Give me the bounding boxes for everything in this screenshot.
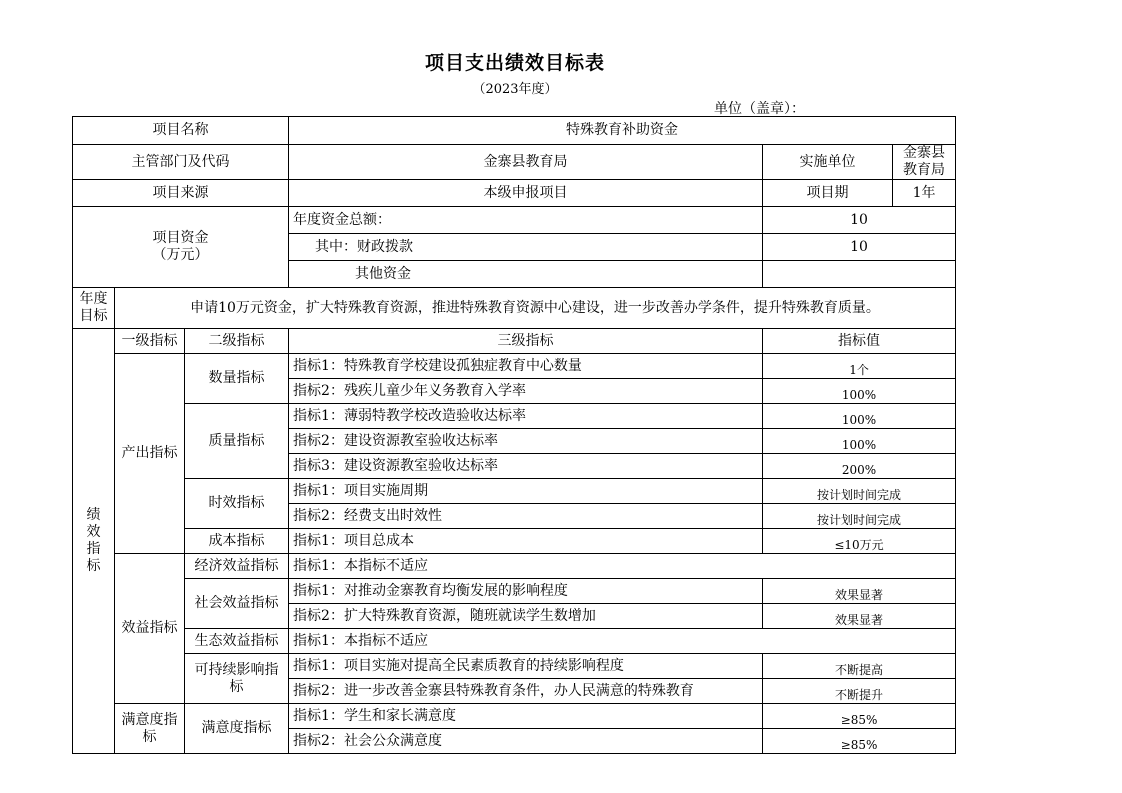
indicator-name: 指标1：学生和家长满意度 bbox=[289, 704, 763, 729]
indicator-value bbox=[763, 504, 956, 529]
sustainable-label-line2: 标 bbox=[229, 678, 244, 695]
output-label: 产出指标 bbox=[115, 354, 185, 554]
table-row bbox=[73, 288, 956, 329]
goal-text: 申请10万元资金，扩大特殊教育资源，推进特殊教育资源中心建设，进一步改善办学条件，提升特殊教育质量。 bbox=[115, 288, 956, 329]
benefit-label: 效益指标 bbox=[115, 554, 185, 704]
perf-label bbox=[73, 329, 115, 754]
indicator-name: 指标1：特殊教育学校建设孤独症教育中心数量 bbox=[289, 354, 763, 379]
indicator-name: 指标2：扩大特殊教育资源，随班就读学生数增加 bbox=[289, 604, 763, 629]
quality-label: 质量指标 bbox=[185, 404, 289, 479]
perf-label-char: 绩 bbox=[86, 507, 101, 523]
perf-label-char: 效 bbox=[86, 524, 101, 540]
dept-value: 金寨县教育局 bbox=[289, 145, 763, 180]
indicator-name: 指标2：进一步改善金寨县特殊教育条件，办人民满意的特殊教育 bbox=[289, 679, 763, 704]
funds-fiscal-label: 其中：财政拨款 bbox=[289, 234, 763, 261]
unit-label: 单位（盖章）： bbox=[714, 101, 805, 117]
header-value: 指标值 bbox=[763, 329, 956, 354]
table-row bbox=[73, 579, 956, 604]
indicator-value-text: ≥85% bbox=[840, 737, 878, 752]
timeliness-label: 时效指标 bbox=[185, 479, 289, 529]
funds-label bbox=[73, 207, 289, 288]
indicator-name: 指标2：建设资源教室验收达标率 bbox=[289, 429, 763, 454]
indicator-value bbox=[763, 604, 956, 629]
table-row bbox=[73, 180, 956, 207]
quantity-label: 数量指标 bbox=[185, 354, 289, 404]
table-row bbox=[73, 704, 956, 729]
table-row bbox=[73, 554, 956, 579]
header-level3: 三级指标 bbox=[289, 329, 763, 354]
funds-label-line1: 项目资金 bbox=[152, 230, 209, 246]
indicator-name: 指标2：社会公众满意度 bbox=[289, 729, 763, 754]
ecological-label: 生态效益指标 bbox=[185, 629, 289, 654]
table-row bbox=[73, 529, 956, 554]
indicator-name: 指标1：项目实施对提高全民素质教育的持续影响程度 bbox=[289, 654, 763, 679]
indicator-value-text: 1个 bbox=[849, 362, 869, 377]
indicator-value-text: 不断提升 bbox=[835, 687, 884, 702]
indicator-name: 指标3：建设资源教室验收达标率 bbox=[289, 454, 763, 479]
project-name-value: 特殊教育补助资金 bbox=[289, 117, 956, 145]
table-row bbox=[73, 329, 956, 354]
table-row bbox=[73, 207, 956, 234]
sustainable-label bbox=[185, 654, 289, 704]
perf-label-char: 指 bbox=[86, 541, 101, 557]
funds-label-line2: （万元） bbox=[152, 247, 209, 263]
funds-total-label: 年度资金总额： bbox=[289, 207, 763, 234]
satisfaction-label-line2: 标 bbox=[142, 728, 157, 745]
project-name-label: 项目名称 bbox=[73, 117, 289, 145]
page-title: 项目支出绩效目标表 bbox=[424, 52, 605, 74]
table-row bbox=[73, 145, 956, 180]
perf-label-char: 标 bbox=[86, 558, 101, 574]
indicator-name: 指标1：对推动金寨教育均衡发展的影响程度 bbox=[289, 579, 763, 604]
indicator-name: 指标1：项目实施周期 bbox=[289, 479, 763, 504]
period-value: 1年 bbox=[893, 180, 956, 207]
indicator-value-text: 按计划时间完成 bbox=[817, 512, 902, 527]
indicator-name: 指标2：经费支出时效性 bbox=[289, 504, 763, 529]
indicator-value bbox=[763, 454, 956, 479]
source-label: 项目来源 bbox=[73, 180, 289, 207]
satisfaction-label bbox=[115, 704, 185, 754]
performance-target-table bbox=[72, 116, 956, 754]
indicator-value-text: 100% bbox=[841, 387, 877, 402]
indicator-value-text: 100% bbox=[841, 437, 877, 452]
indicator-value bbox=[763, 729, 956, 754]
satisfaction-label-line1: 满意度指 bbox=[121, 711, 178, 728]
header-level1: 一级指标 bbox=[115, 329, 185, 354]
indicator-value-text: ≥85% bbox=[840, 712, 878, 727]
indicator-value bbox=[763, 429, 956, 454]
indicator-value-text: 效果显著 bbox=[835, 612, 884, 627]
indicator-value-text: 200% bbox=[841, 462, 877, 477]
impl-unit-label: 实施单位 bbox=[763, 145, 893, 180]
social-label: 社会效益指标 bbox=[185, 579, 289, 629]
indicator-value bbox=[763, 529, 956, 554]
table-row bbox=[73, 654, 956, 679]
table-row bbox=[73, 629, 956, 654]
indicator-value-text: 效果显著 bbox=[835, 587, 884, 602]
indicator-value-text: 按计划时间完成 bbox=[817, 487, 902, 502]
indicator-value bbox=[763, 679, 956, 704]
funds-total-value: 10 bbox=[763, 207, 956, 234]
funds-fiscal-value: 10 bbox=[763, 234, 956, 261]
indicator-value bbox=[763, 654, 956, 679]
goal-label-line1: 年度 bbox=[79, 291, 108, 307]
table-row bbox=[73, 404, 956, 429]
indicator-name: 指标2：残疾儿童少年义务教育入学率 bbox=[289, 379, 763, 404]
indicator-name: 指标1：项目总成本 bbox=[289, 529, 763, 554]
economic-label: 经济效益指标 bbox=[185, 554, 289, 579]
indicator-name: 指标1：本指标不适应 bbox=[289, 554, 956, 579]
indicator-value bbox=[763, 704, 956, 729]
indicator-value bbox=[763, 354, 956, 379]
header-level2: 二级指标 bbox=[185, 329, 289, 354]
indicator-value bbox=[763, 579, 956, 604]
indicator-name: 指标1：薄弱特教学校改造验收达标率 bbox=[289, 404, 763, 429]
table-row bbox=[73, 117, 956, 145]
indicator-value-text: 不断提高 bbox=[835, 662, 884, 677]
funds-other-label: 其他资金 bbox=[289, 261, 763, 288]
indicator-value bbox=[763, 379, 956, 404]
sustainable-label-line1: 可持续影响指 bbox=[194, 661, 279, 678]
cost-label: 成本指标 bbox=[185, 529, 289, 554]
period-label: 项目期 bbox=[763, 180, 893, 207]
goal-label-line2: 目标 bbox=[79, 308, 108, 324]
goal-label bbox=[73, 288, 115, 329]
indicator-name: 指标1：本指标不适应 bbox=[289, 629, 956, 654]
funds-other-value bbox=[763, 261, 956, 288]
indicator-value-text: 100% bbox=[841, 412, 877, 427]
indicator-value bbox=[763, 404, 956, 429]
fiscal-year: （2023年度） bbox=[472, 82, 558, 97]
indicator-value bbox=[763, 479, 956, 504]
indicator-value-text: ≤10万元 bbox=[834, 537, 884, 552]
source-value: 本级申报项目 bbox=[289, 180, 763, 207]
satisfaction-sub-label: 满意度指标 bbox=[185, 704, 289, 754]
table-row bbox=[73, 354, 956, 379]
impl-unit-value: 金寨县教育局 bbox=[893, 145, 956, 180]
table-row bbox=[73, 479, 956, 504]
dept-label: 主管部门及代码 bbox=[73, 145, 289, 180]
